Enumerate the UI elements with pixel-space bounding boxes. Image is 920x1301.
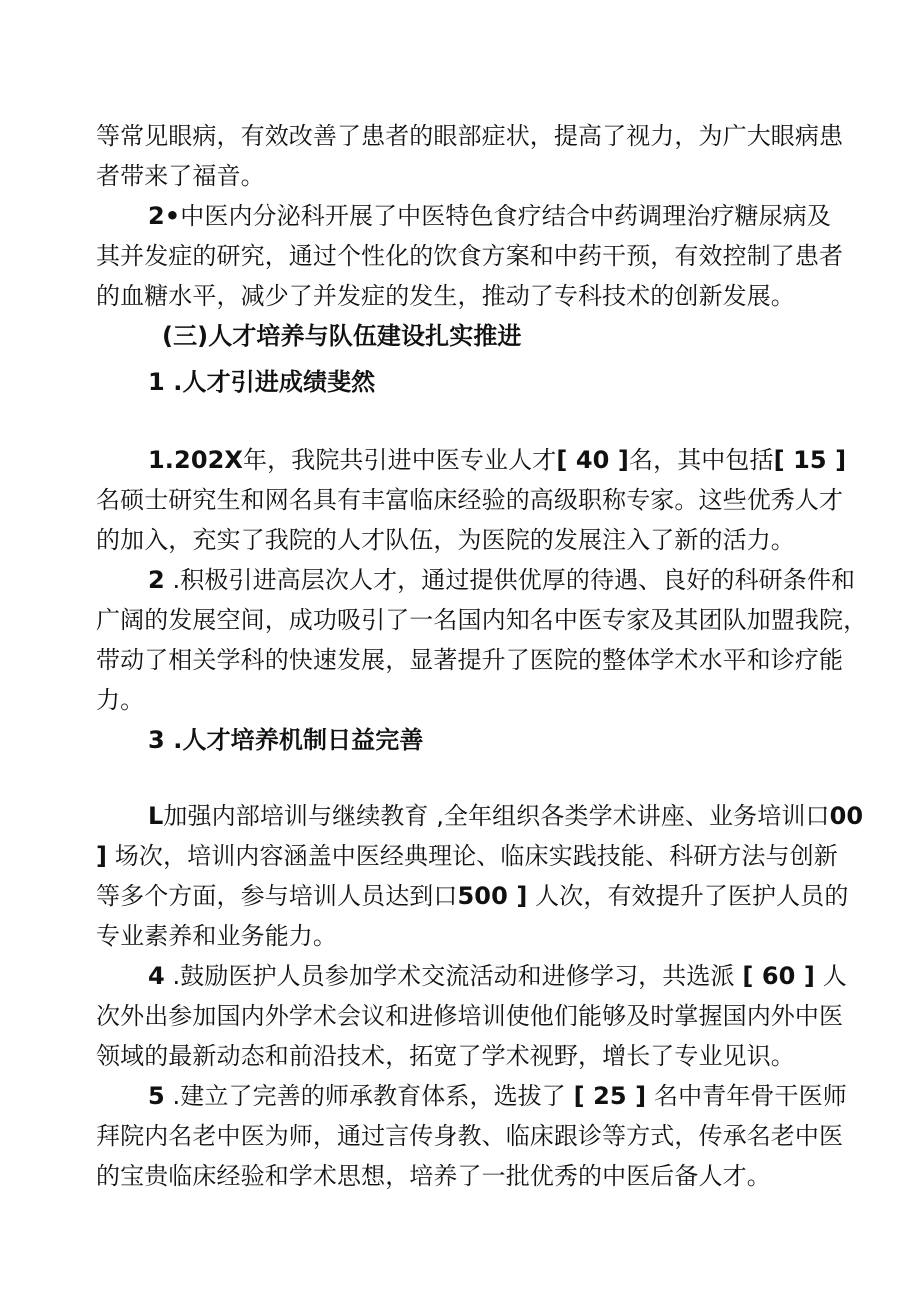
bracket-value: ] xyxy=(96,842,108,870)
bracket-value: [ 25 ] xyxy=(573,1082,647,1110)
paragraph-line: 的加入，充实了我院的人才队伍，为医院的发展注入了新的活力。 xyxy=(96,526,795,554)
paragraph-line xyxy=(148,1078,847,1114)
item-number: 5 xyxy=(148,1082,165,1110)
line-text: .鼓励医护人员参加学术交流活动和进修学习，共选派 xyxy=(164,962,743,990)
item-number: 4 xyxy=(148,962,165,990)
subsection-heading: 1 .人才引进成绩斐然 xyxy=(148,368,376,396)
paragraph-line xyxy=(148,562,855,598)
line-text: 中医内分泌科开展了中医特色食疗结合中药调理治疗糖尿病及 xyxy=(180,202,831,230)
item-number: 2 xyxy=(148,566,165,594)
line-text: 人次，有效提升了医护人员的 xyxy=(527,882,849,910)
paragraph-line xyxy=(148,198,831,234)
bracket-value: [ 60 ] xyxy=(742,962,815,990)
item-number: L xyxy=(148,802,164,830)
paragraph-line xyxy=(96,838,838,874)
line-text: 年，我院共引进中医专业人才 xyxy=(243,446,557,474)
bracket-value: 500 ] xyxy=(457,882,528,910)
paragraph-line xyxy=(148,442,846,478)
bracket-value: [ 40 ] xyxy=(556,446,629,474)
bracket-value: [ 15 ] xyxy=(773,446,847,474)
paragraph-line: 名硕士研究生和网名具有丰富临床经验的高级职称专家。这些优秀人才 xyxy=(96,486,844,514)
paragraph-line: 领域的最新动态和前沿技术，拓宽了学术视野，增长了专业见识。 xyxy=(96,1042,795,1070)
paragraph-line: 等常见眼病，有效改善了患者的眼部症状，提高了视力，为广大眼病患 xyxy=(96,122,844,150)
paragraph-line: 者带来了福音。 xyxy=(96,162,265,190)
line-text: .积极引进高层次人才，通过提供优厚的待遇、良好的科研条件和 xyxy=(164,566,856,594)
line-text: 等多个方面，参与培训人员达到口 xyxy=(96,882,458,910)
paragraph-line xyxy=(148,798,863,834)
item-number: 2• xyxy=(148,202,181,230)
line-text: .建立了完善的师承教育体系，选拔了 xyxy=(164,1082,574,1110)
line-text: 名，其中包括 xyxy=(629,446,774,474)
section-heading: (三)人才培养与队伍建设扎实推进 xyxy=(162,322,522,350)
paragraph-line: 广阔的发展空间，成功吸引了一名国内知名中医专家及其团队加盟我院， xyxy=(96,606,868,634)
paragraph-line: 专业素养和业务能力。 xyxy=(96,922,337,950)
line-text: 加强内部培训与继续教育 ,全年组织各类学术讲座、业务培训口 xyxy=(163,802,830,830)
subsection-heading: 3 .人才培养机制日益完善 xyxy=(148,726,424,754)
paragraph-line: 的血糖水平，减少了并发症的发生，推动了专科技术的创新发展。 xyxy=(96,282,795,310)
bracket-value: 00 xyxy=(829,802,864,830)
paragraph-line xyxy=(96,878,848,914)
paragraph-line: 带动了相关学科的快速发展，显著提升了医院的整体学术水平和诊疗能 xyxy=(96,646,844,674)
paragraph-line xyxy=(148,958,847,994)
paragraph-line: 拜院内名老中医为师，通过言传身教、临床跟诊等方式，传承名老中医 xyxy=(96,1122,844,1150)
paragraph-line: 的宝贵临床经验和学术思想，培养了一批优秀的中医后备人才。 xyxy=(96,1162,771,1190)
paragraph-line: 次外出参加国内外学术会议和进修培训使他们能够及时掌握国内外中医 xyxy=(96,1002,844,1030)
line-text: 名中青年骨干医师 xyxy=(646,1082,847,1110)
line-text: 场次，培训内容涵盖中医经典理论、临床实践技能、科研方法与创新 xyxy=(107,842,838,870)
line-text: 人 xyxy=(814,962,847,990)
item-number: 1.202X xyxy=(148,446,244,474)
paragraph-line: 其并发症的研究，通过个性化的饮食方案和中药干预，有效控制了患者 xyxy=(96,242,844,270)
paragraph-line: 力。 xyxy=(96,686,145,714)
